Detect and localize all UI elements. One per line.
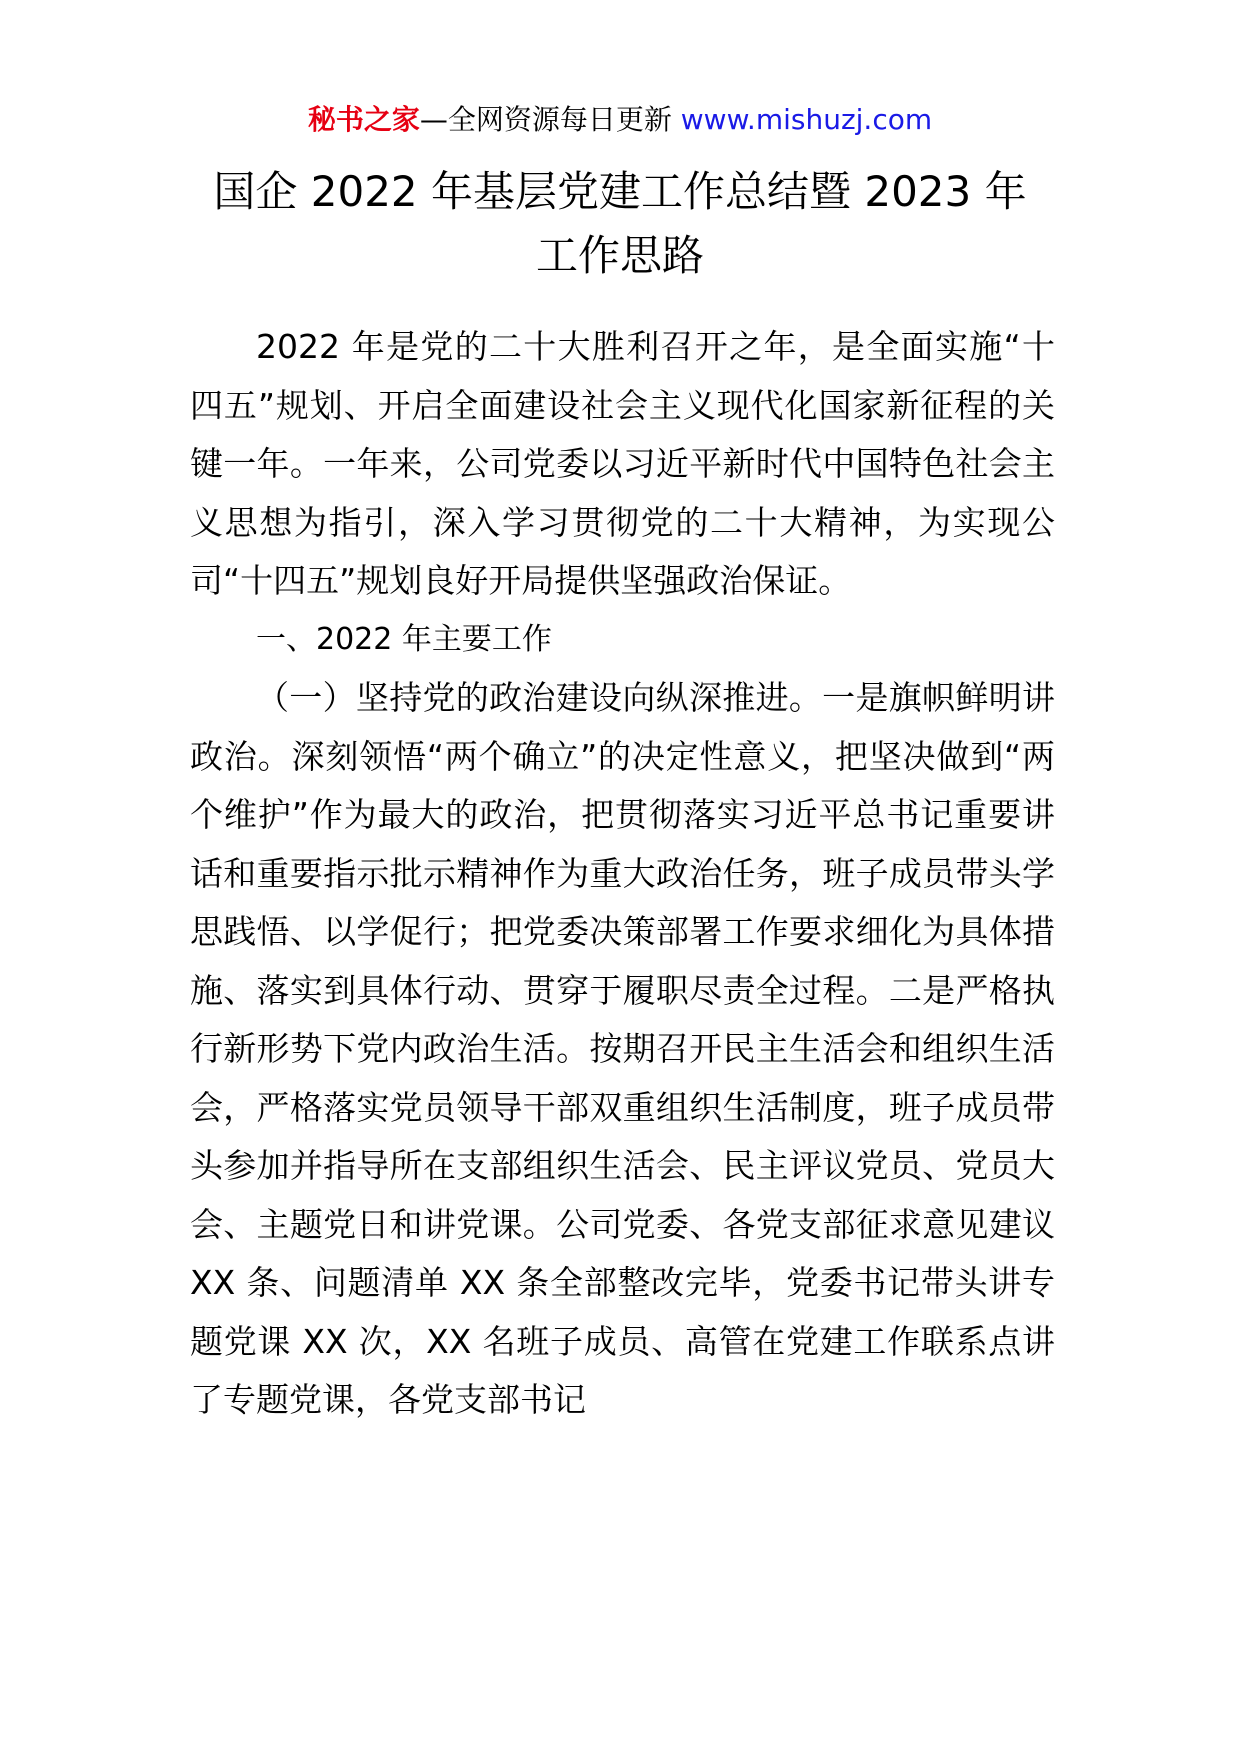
section-heading-1: 一、2022 年主要工作: [256, 621, 552, 657]
section-1-paragraph-1: （一）坚持党的政治建设向纵深推进。一是旗帜鲜明讲政治。深刻领悟“两个确立”的决定性意义，把坚决做到“两个维护”作为最大的政治，把贯彻落实习近平总书记重要讲话和重要指示批示精神作为重大政治任务，班子成员带头学思践悟、以学促行；把党委决策部署工作要求细化为具体措施、落实到具体行动、贯穿于履职尽责全过程。二是严格执行新形势下党内政治生活。按期召开民主生活会和组织生活会，严格落实党员领导干部双重组织生活制度，班子成员带头参加并指导所在支部组织生活会、民主评议党员、党员大会、主题党日和讲党课。公司党委、各党支部征求意见建议 XX 条、问题清单 XX 条全部整改完毕，党委书记带头讲专题党课 XX 次，XX 名班子成员、高管在党建工作联系点讲了专题党课，各党支部书记: [190, 678, 1055, 1419]
intro-paragraph: 2022 年是党的二十大胜利召开之年，是全面实施“十四五”规划、开启全面建设社会主义现代化国家新征程的关键一年。一年来，公司党委以习近平新时代中国特色社会主义思想为指引，深入学习贯彻党的二十大精神，为实现公司“十四五”规划良好开局提供坚强政治保证。: [190, 327, 1055, 600]
title-line-2: 工作思路: [535, 231, 704, 280]
title-line-1: 国企 2022 年基层党建工作总结暨 2023 年: [213, 167, 1027, 216]
document-title: [140, 160, 1100, 288]
watermark-header: [0, 100, 1240, 140]
document-body: [190, 318, 1055, 1430]
site-url-link[interactable]: www.mishuzj.com: [680, 103, 933, 136]
header-tagline: —全网资源每日更新: [419, 103, 681, 136]
brand-name: 秘书之家: [307, 103, 420, 136]
